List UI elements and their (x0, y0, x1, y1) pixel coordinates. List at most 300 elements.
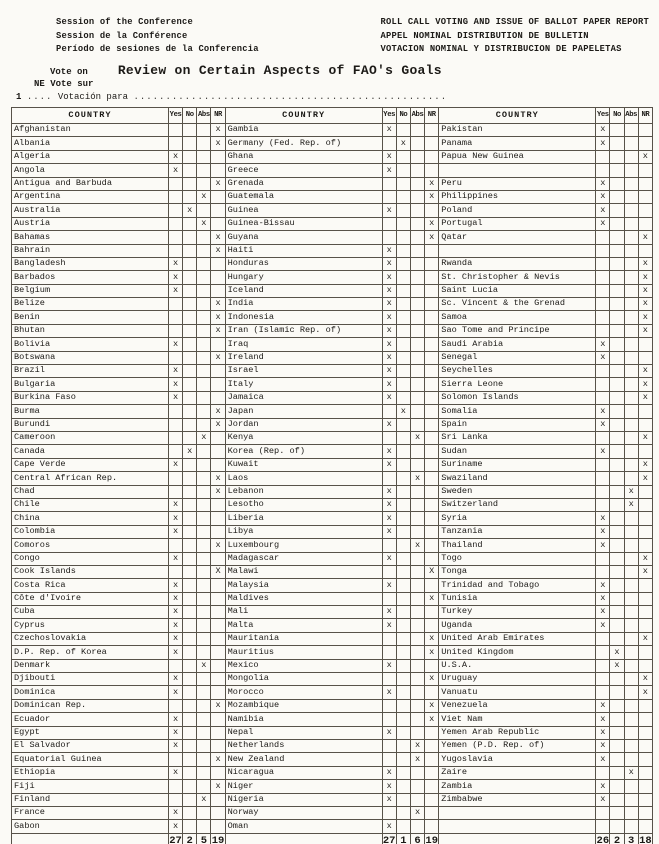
vote-mark-cell (197, 753, 211, 766)
vote-mark-cell (425, 137, 439, 150)
vote-mark-cell (425, 579, 439, 592)
vote-mark-cell (410, 686, 424, 699)
vote-mark-cell (410, 365, 424, 378)
vote-mark-cell: x (638, 472, 652, 485)
country-cell: Nigeria (225, 793, 382, 806)
vote-mark-cell (183, 298, 197, 311)
vote-mark-cell: x (610, 659, 624, 672)
vote-mark-cell: x (396, 137, 410, 150)
country-cell: Bangladesh (12, 257, 169, 270)
vote-mark-cell (624, 164, 638, 177)
vote-mark-cell (183, 124, 197, 137)
vote-mark-cell (610, 431, 624, 444)
country-cell: Sweden (439, 485, 596, 498)
vote-mark-cell (211, 632, 225, 645)
vote-mark-cell (197, 699, 211, 712)
report-title-en: ROLL CALL VOTING AND ISSUE OF BALLOT PAPER REPORT (380, 17, 649, 27)
vote-mark-cell (183, 565, 197, 578)
vote-mark-cell (396, 391, 410, 404)
vote-mark-cell: x (638, 378, 652, 391)
country-cell: Rwanda (439, 257, 596, 270)
vote-mark-cell (425, 324, 439, 337)
vote-mark-cell (183, 164, 197, 177)
vote-mark-cell (624, 190, 638, 203)
vote-mark-cell (610, 472, 624, 485)
vote-mark-cell (638, 713, 652, 726)
column-header-vote: Yes (168, 108, 182, 124)
vote-mark-cell: x (211, 539, 225, 552)
country-cell: Malta (225, 619, 382, 632)
country-cell: Chad (12, 485, 169, 498)
vote-mark-cell (425, 164, 439, 177)
vote-mark-cell (610, 713, 624, 726)
vote-mark-cell (382, 565, 396, 578)
country-cell: Vanuatu (439, 686, 596, 699)
totals-row (12, 833, 653, 844)
vote-mark-cell: x (382, 525, 396, 538)
vote-mark-cell (382, 673, 396, 686)
vote-mark-cell (610, 606, 624, 619)
table-row (12, 445, 653, 458)
table-row (12, 619, 653, 632)
table-row (12, 137, 653, 150)
country-cell: Sierra Leone (439, 378, 596, 391)
report-title-lines (381, 16, 649, 57)
country-cell: Angola (12, 164, 169, 177)
country-cell: Syria (439, 512, 596, 525)
table-row (12, 418, 653, 431)
country-cell: United Kingdom (439, 646, 596, 659)
vote-mark-cell (425, 378, 439, 391)
vote-mark-cell (638, 592, 652, 605)
vote-mark-cell (638, 418, 652, 431)
country-cell: Sao Tome and Principe (439, 324, 596, 337)
vote-mark-cell (624, 284, 638, 297)
vote-mark-cell (410, 204, 424, 217)
vote-mark-cell (197, 713, 211, 726)
vote-mark-cell (410, 445, 424, 458)
country-cell: Jamaica (225, 391, 382, 404)
vote-mark-cell (610, 137, 624, 150)
country-cell: Zambia (439, 780, 596, 793)
vote-mark-cell: x (638, 391, 652, 404)
vote-mark-cell: x (596, 699, 610, 712)
vote-mark-cell (624, 150, 638, 163)
table-row (12, 485, 653, 498)
vote-mark-cell (624, 431, 638, 444)
vote-mark-cell (396, 472, 410, 485)
vote-mark-cell: x (211, 124, 225, 137)
vote-mark-cell (197, 766, 211, 779)
column-header-vote: Abs (197, 108, 211, 124)
table-row (12, 204, 653, 217)
vote-mark-cell: x (382, 498, 396, 511)
vote-mark-cell (410, 177, 424, 190)
vote-para-label: Votación para (57, 91, 129, 102)
vote-mark-cell (638, 485, 652, 498)
vote-mark-cell: x (382, 485, 396, 498)
country-cell: Sri Lanka (439, 431, 596, 444)
vote-mark-cell (183, 726, 197, 739)
vote-mark-cell (382, 190, 396, 203)
vote-mark-cell (396, 753, 410, 766)
vote-mark-cell (638, 646, 652, 659)
vote-mark-cell (211, 217, 225, 230)
vote-mark-cell (610, 445, 624, 458)
vote-mark-cell (183, 699, 197, 712)
vote-mark-cell (197, 472, 211, 485)
vote-mark-cell (410, 405, 424, 418)
vote-mark-cell: x (425, 231, 439, 244)
vote-mark-cell: x (596, 512, 610, 525)
vote-mark-cell (396, 298, 410, 311)
vote-mark-cell (596, 271, 610, 284)
vote-mark-cell (396, 659, 410, 672)
country-cell: Sudan (439, 445, 596, 458)
country-cell: Germany (Fed. Rep. of) (225, 137, 382, 150)
vote-mark-cell (410, 244, 424, 257)
table-row (12, 673, 653, 686)
vote-mark-cell (624, 646, 638, 659)
vote-mark-cell (624, 565, 638, 578)
report-title-fr: APPEL NOMINAL DISTRIBUTION DE BULLETIN (380, 30, 589, 41)
vote-mark-cell (183, 217, 197, 230)
leader-dots-long: ................................................. (133, 91, 448, 102)
vote-mark-cell (596, 552, 610, 565)
column-header-vote: NR (211, 108, 225, 124)
country-cell: Afghanistan (12, 124, 169, 137)
country-cell: Bhutan (12, 324, 169, 337)
country-cell: Switzerland (439, 498, 596, 511)
vote-mark-cell: x (596, 793, 610, 806)
vote-mark-cell (396, 539, 410, 552)
country-cell: Pakistan (439, 124, 596, 137)
vote-mark-cell: x (596, 753, 610, 766)
vote-mark-cell: x (168, 820, 182, 833)
vote-mark-cell: x (382, 284, 396, 297)
vote-mark-cell (425, 405, 439, 418)
total-count-cell: 2 (610, 833, 624, 844)
vote-mark-cell: x (596, 217, 610, 230)
vote-mark-cell (410, 780, 424, 793)
country-cell: Cyprus (12, 619, 169, 632)
country-cell: Viet Nam (439, 713, 596, 726)
vote-mark-cell (610, 244, 624, 257)
vote-mark-cell (410, 565, 424, 578)
vote-mark-cell (425, 485, 439, 498)
country-cell: Zaire (439, 766, 596, 779)
vote-mark-cell (610, 632, 624, 645)
vote-on-row (50, 62, 653, 79)
session-label-en: Session of the Conference (56, 17, 193, 27)
vote-mark-cell (638, 338, 652, 351)
vote-mark-cell (596, 378, 610, 391)
vote-mark-cell (638, 659, 652, 672)
vote-mark-cell (596, 498, 610, 511)
country-cell: China (12, 512, 169, 525)
country-cell: Bahrain (12, 244, 169, 257)
table-row (12, 606, 653, 619)
vote-mark-cell: x (425, 217, 439, 230)
vote-mark-cell (624, 244, 638, 257)
vote-mark-cell: x (596, 445, 610, 458)
vote-mark-cell (425, 284, 439, 297)
vote-mark-cell (396, 806, 410, 819)
vote-mark-cell (183, 271, 197, 284)
vote-mark-cell (596, 164, 610, 177)
vote-mark-cell (624, 204, 638, 217)
vote-mark-cell (638, 739, 652, 752)
table-row (12, 780, 653, 793)
total-count-cell: 27 (382, 833, 396, 844)
column-header-vote: NR (638, 108, 652, 124)
vote-mark-cell (610, 311, 624, 324)
country-cell: Ecuador (12, 713, 169, 726)
vote-mark-cell (183, 311, 197, 324)
vote-mark-cell (183, 418, 197, 431)
report-title-es: VOTACION NOMINAL Y DISTRIBUCION DE PAPELETAS (380, 44, 622, 54)
vote-mark-cell (211, 659, 225, 672)
vote-mark-cell (197, 298, 211, 311)
vote-mark-cell (211, 271, 225, 284)
country-cell: Comoros (12, 539, 169, 552)
vote-mark-cell (183, 498, 197, 511)
vote-mark-cell (382, 177, 396, 190)
total-count-cell: 3 (624, 833, 638, 844)
vote-mark-cell: x (168, 686, 182, 699)
vote-mark-cell: x (596, 539, 610, 552)
vote-mark-cell (638, 244, 652, 257)
column-header-country: COUNTRY (439, 108, 596, 124)
vote-mark-cell: x (638, 324, 652, 337)
vote-mark-cell (396, 324, 410, 337)
vote-mark-cell (183, 338, 197, 351)
vote-mark-cell (610, 271, 624, 284)
vote-mark-cell (197, 632, 211, 645)
country-cell: Iran (Islamic Rep. of) (225, 324, 382, 337)
vote-mark-cell (610, 820, 624, 833)
vote-mark-cell (396, 552, 410, 565)
vote-mark-cell (624, 673, 638, 686)
vote-mark-cell (624, 137, 638, 150)
vote-mark-cell (638, 806, 652, 819)
vote-mark-cell: x (382, 659, 396, 672)
vote-mark-cell (183, 552, 197, 565)
vote-mark-cell (596, 458, 610, 471)
vote-mark-cell: x (638, 431, 652, 444)
vote-mark-cell (425, 820, 439, 833)
vote-mark-cell (197, 498, 211, 511)
vote-mark-cell (596, 231, 610, 244)
vote-mark-cell: x (382, 458, 396, 471)
country-cell: Congo (12, 552, 169, 565)
vote-mark-cell (396, 257, 410, 270)
vote-mark-cell: x (382, 606, 396, 619)
vote-mark-cell (610, 231, 624, 244)
vote-mark-cell (610, 150, 624, 163)
country-cell: Guinea (225, 204, 382, 217)
vote-mark-cell (396, 646, 410, 659)
vote-mark-cell: x (211, 177, 225, 190)
country-cell: St. Christopher & Nevis (439, 271, 596, 284)
vote-mark-cell: x (425, 177, 439, 190)
country-cell: Bulgaria (12, 378, 169, 391)
vote-mark-cell (624, 579, 638, 592)
country-cell: Israel (225, 365, 382, 378)
vote-mark-cell (596, 472, 610, 485)
vote-mark-cell (596, 659, 610, 672)
country-cell: Netherlands (225, 739, 382, 752)
vote-mark-cell: x (596, 713, 610, 726)
vote-mark-cell (211, 458, 225, 471)
country-cell: Nepal (225, 726, 382, 739)
vote-mark-cell (168, 659, 182, 672)
vote-mark-cell (610, 565, 624, 578)
country-cell: Bahamas (12, 231, 169, 244)
country-cell: Bolivia (12, 338, 169, 351)
total-count-cell: 18 (638, 833, 652, 844)
vote-mark-cell (183, 753, 197, 766)
vote-mark-cell (211, 726, 225, 739)
vote-mark-cell (610, 592, 624, 605)
vote-mark-cell: x (382, 512, 396, 525)
country-cell: Côte d'Ivoire (12, 592, 169, 605)
vote-mark-cell (211, 164, 225, 177)
vote-mark-cell: x (425, 713, 439, 726)
total-count-cell: 6 (410, 833, 424, 844)
vote-mark-cell (610, 257, 624, 270)
vote-mark-cell (610, 405, 624, 418)
country-cell: Benin (12, 311, 169, 324)
country-cell: Norway (225, 806, 382, 819)
vote-mark-cell (197, 271, 211, 284)
vote-mark-cell (168, 231, 182, 244)
vote-mark-cell: x (596, 619, 610, 632)
vote-mark-cell (197, 338, 211, 351)
vote-mark-cell: x (168, 552, 182, 565)
vote-mark-cell: x (596, 739, 610, 752)
column-header-country: COUNTRY (225, 108, 382, 124)
table-row (12, 164, 653, 177)
vote-mark-cell (168, 311, 182, 324)
vote-mark-cell (197, 552, 211, 565)
column-header-vote: NR (425, 108, 439, 124)
country-cell: Lebanon (225, 485, 382, 498)
vote-mark-cell (168, 780, 182, 793)
vote-mark-cell (197, 284, 211, 297)
vote-mark-cell: x (382, 257, 396, 270)
vote-mark-cell (638, 606, 652, 619)
vote-mark-cell (638, 699, 652, 712)
country-cell: Mozambique (225, 699, 382, 712)
vote-mark-cell: x (596, 592, 610, 605)
vote-mark-cell: x (596, 351, 610, 364)
vote-mark-cell: x (596, 606, 610, 619)
vote-mark-cell (410, 124, 424, 137)
vote-mark-cell: x (382, 324, 396, 337)
country-cell: Australia (12, 204, 169, 217)
country-cell: Senegal (439, 351, 596, 364)
vote-mark-cell: x (596, 780, 610, 793)
vote-mark-cell: x (410, 472, 424, 485)
vote-mark-cell (610, 726, 624, 739)
vote-mark-cell (596, 431, 610, 444)
vote-mark-cell (211, 365, 225, 378)
vote-mark-cell: x (638, 632, 652, 645)
vote-mark-cell: x (596, 190, 610, 203)
vote-mark-cell (396, 632, 410, 645)
vote-sur-label: NE Vote sur (34, 79, 94, 89)
vote-mark-cell: x (624, 485, 638, 498)
table-row (12, 579, 653, 592)
vote-mark-cell (410, 673, 424, 686)
vote-mark-cell (168, 244, 182, 257)
vote-mark-cell (410, 699, 424, 712)
vote-mark-cell: x (410, 431, 424, 444)
vote-mark-cell (410, 820, 424, 833)
vote-mark-cell (197, 177, 211, 190)
vote-mark-cell (596, 324, 610, 337)
vote-mark-cell (410, 525, 424, 538)
vote-mark-cell (211, 552, 225, 565)
vote-mark-cell (624, 391, 638, 404)
vote-mark-cell (610, 124, 624, 137)
vote-mark-cell (624, 445, 638, 458)
vote-mark-cell: x (382, 124, 396, 137)
vote-mark-cell (638, 190, 652, 203)
vote-mark-cell (183, 579, 197, 592)
vote-mark-cell (596, 632, 610, 645)
country-cell: Uruguay (439, 673, 596, 686)
vote-mark-cell (425, 753, 439, 766)
vote-mark-cell (183, 739, 197, 752)
table-row (12, 311, 653, 324)
vote-mark-cell: x (211, 472, 225, 485)
vote-mark-cell (425, 472, 439, 485)
country-cell: Ireland (225, 351, 382, 364)
vote-mark-cell: x (382, 793, 396, 806)
vote-mark-cell (396, 726, 410, 739)
vote-mark-cell: x (382, 164, 396, 177)
vote-mark-cell (382, 539, 396, 552)
country-cell: Ghana (225, 150, 382, 163)
vote-mark-cell (211, 806, 225, 819)
vote-mark-cell (396, 418, 410, 431)
vote-mark-cell (596, 806, 610, 819)
vote-mark-cell (425, 686, 439, 699)
vote-mark-cell (610, 324, 624, 337)
vote-mark-cell: x (382, 351, 396, 364)
vote-mark-cell (396, 284, 410, 297)
vote-mark-cell (638, 351, 652, 364)
vote-mark-cell (410, 338, 424, 351)
column-header-vote: Yes (596, 108, 610, 124)
country-cell: Canada (12, 445, 169, 458)
vote-mark-cell (610, 217, 624, 230)
vote-mark-cell (183, 378, 197, 391)
country-cell: Costa Rica (12, 579, 169, 592)
vote-mark-cell (197, 739, 211, 752)
country-cell: Cook Islands (12, 565, 169, 578)
vote-mark-cell (183, 673, 197, 686)
vote-mark-cell (197, 391, 211, 404)
vote-mark-cell: x (638, 552, 652, 565)
vote-mark-cell: x (382, 311, 396, 324)
vote-mark-cell (638, 753, 652, 766)
vote-mark-cell: x (382, 766, 396, 779)
vote-mark-cell (610, 766, 624, 779)
country-cell: D.P. Rep. of Korea (12, 646, 169, 659)
